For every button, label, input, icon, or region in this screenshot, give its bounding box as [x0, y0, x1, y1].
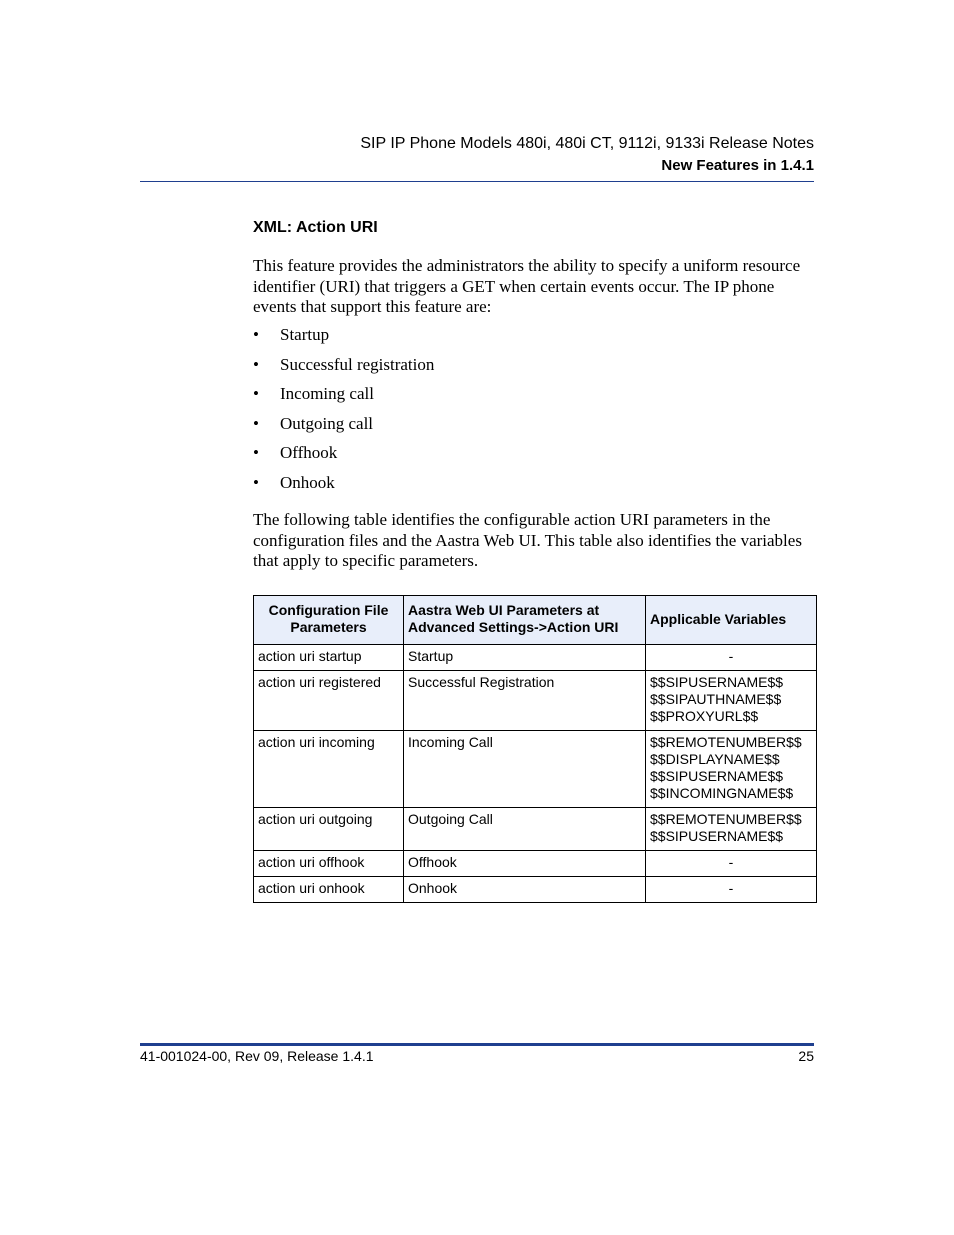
page-number: 25: [798, 1048, 814, 1064]
section-heading: XML: Action URI: [253, 219, 378, 236]
event-list-item: [253, 473, 434, 503]
bullet-icon: •: [253, 354, 259, 374]
event-list-item: [253, 384, 434, 414]
event-list-item: [253, 443, 434, 473]
table-row: [254, 671, 817, 731]
bullet-icon: •: [253, 413, 259, 433]
event-label: Startup: [280, 325, 330, 344]
variable-value: $$PROXYURL$$: [650, 708, 759, 724]
variable-value: $$INCOMINGNAME$$: [650, 785, 794, 801]
webui-parameter-cell: Incoming Call: [404, 731, 646, 808]
variable-value: -: [728, 648, 734, 664]
table-row: [254, 808, 817, 851]
event-list-item: [253, 325, 434, 355]
variable-value: $$SIPAUTHNAME$$: [650, 691, 782, 707]
variable-value: $$REMOTENUMBER$$: [650, 811, 802, 827]
table-row: [254, 731, 817, 808]
bullet-icon: •: [253, 384, 259, 404]
webui-parameter-cell: Successful Registration: [404, 671, 646, 731]
event-list: [253, 325, 434, 503]
event-list-item: [253, 414, 434, 444]
header-subtitle: New Features in 1.4.1: [661, 157, 814, 174]
footer-divider: [140, 1043, 814, 1046]
column-header-webui: Aastra Web UI Parameters at Advanced Settings->Action URI: [404, 596, 646, 645]
bullet-icon: •: [253, 472, 259, 492]
table-row: [254, 851, 817, 877]
config-parameter-cell: action uri onhook: [254, 877, 404, 903]
variable-value: -: [728, 880, 734, 896]
table-header-row: [254, 596, 817, 645]
config-parameter-cell: action uri incoming: [254, 731, 404, 808]
table-intro-paragraph: The following table identifies the configurable action URI parameters in the configuration files and the Aastra Web UI. This table also identifies the variables that apply to specific parameters.: [253, 510, 802, 570]
webui-parameter-cell: Outgoing Call: [404, 808, 646, 851]
event-label: Successful registration: [280, 354, 435, 374]
action-uri-table: [253, 595, 817, 903]
table-row: [254, 645, 817, 671]
variable-value: -: [728, 854, 734, 870]
webui-parameter-cell: Onhook: [404, 877, 646, 903]
variable-value: $$DISPLAYNAME$$: [650, 751, 780, 767]
header-title: SIP IP Phone Models 480i, 480i CT, 9112i, 9133i Release Notes: [360, 135, 814, 152]
event-label: Incoming call: [280, 384, 374, 404]
event-label: Onhook: [280, 472, 335, 492]
event-label: Outgoing call: [280, 413, 374, 433]
table-row: [254, 877, 817, 903]
variables-cell: [646, 731, 817, 808]
config-parameter-cell: action uri registered: [254, 671, 404, 731]
variable-value: $$REMOTENUMBER$$: [650, 734, 802, 750]
config-parameter-cell: action uri startup: [254, 645, 404, 671]
footer-doc-id: 41-001024-00, Rev 09, Release 1.4.1: [140, 1048, 374, 1064]
header-divider: [140, 181, 814, 182]
bullet-icon: •: [253, 325, 259, 344]
variables-cell: [646, 671, 817, 731]
variables-cell: [646, 645, 817, 671]
webui-parameter-cell: Startup: [404, 645, 646, 671]
variable-value: $$SIPUSERNAME$$: [650, 768, 784, 784]
event-list-item: [253, 355, 434, 385]
column-header-variables: Applicable Variables: [646, 596, 817, 645]
config-parameter-cell: action uri outgoing: [254, 808, 404, 851]
event-label: Offhook: [280, 443, 338, 463]
column-header-config: Configuration File Parameters: [254, 596, 404, 645]
config-parameter-cell: action uri offhook: [254, 851, 404, 877]
variables-cell: [646, 808, 817, 851]
intro-paragraph: This feature provides the administrators the ability to specify a uniform resource identifier (URI) that triggers a GET when certain events occur. The IP phone events that support this feature are:: [253, 256, 801, 316]
variable-value: $$SIPUSERNAME$$: [650, 828, 784, 844]
webui-parameter-cell: Offhook: [404, 851, 646, 877]
variables-cell: [646, 851, 817, 877]
variable-value: $$SIPUSERNAME$$: [650, 674, 784, 690]
bullet-icon: •: [253, 443, 259, 463]
variables-cell: [646, 877, 817, 903]
